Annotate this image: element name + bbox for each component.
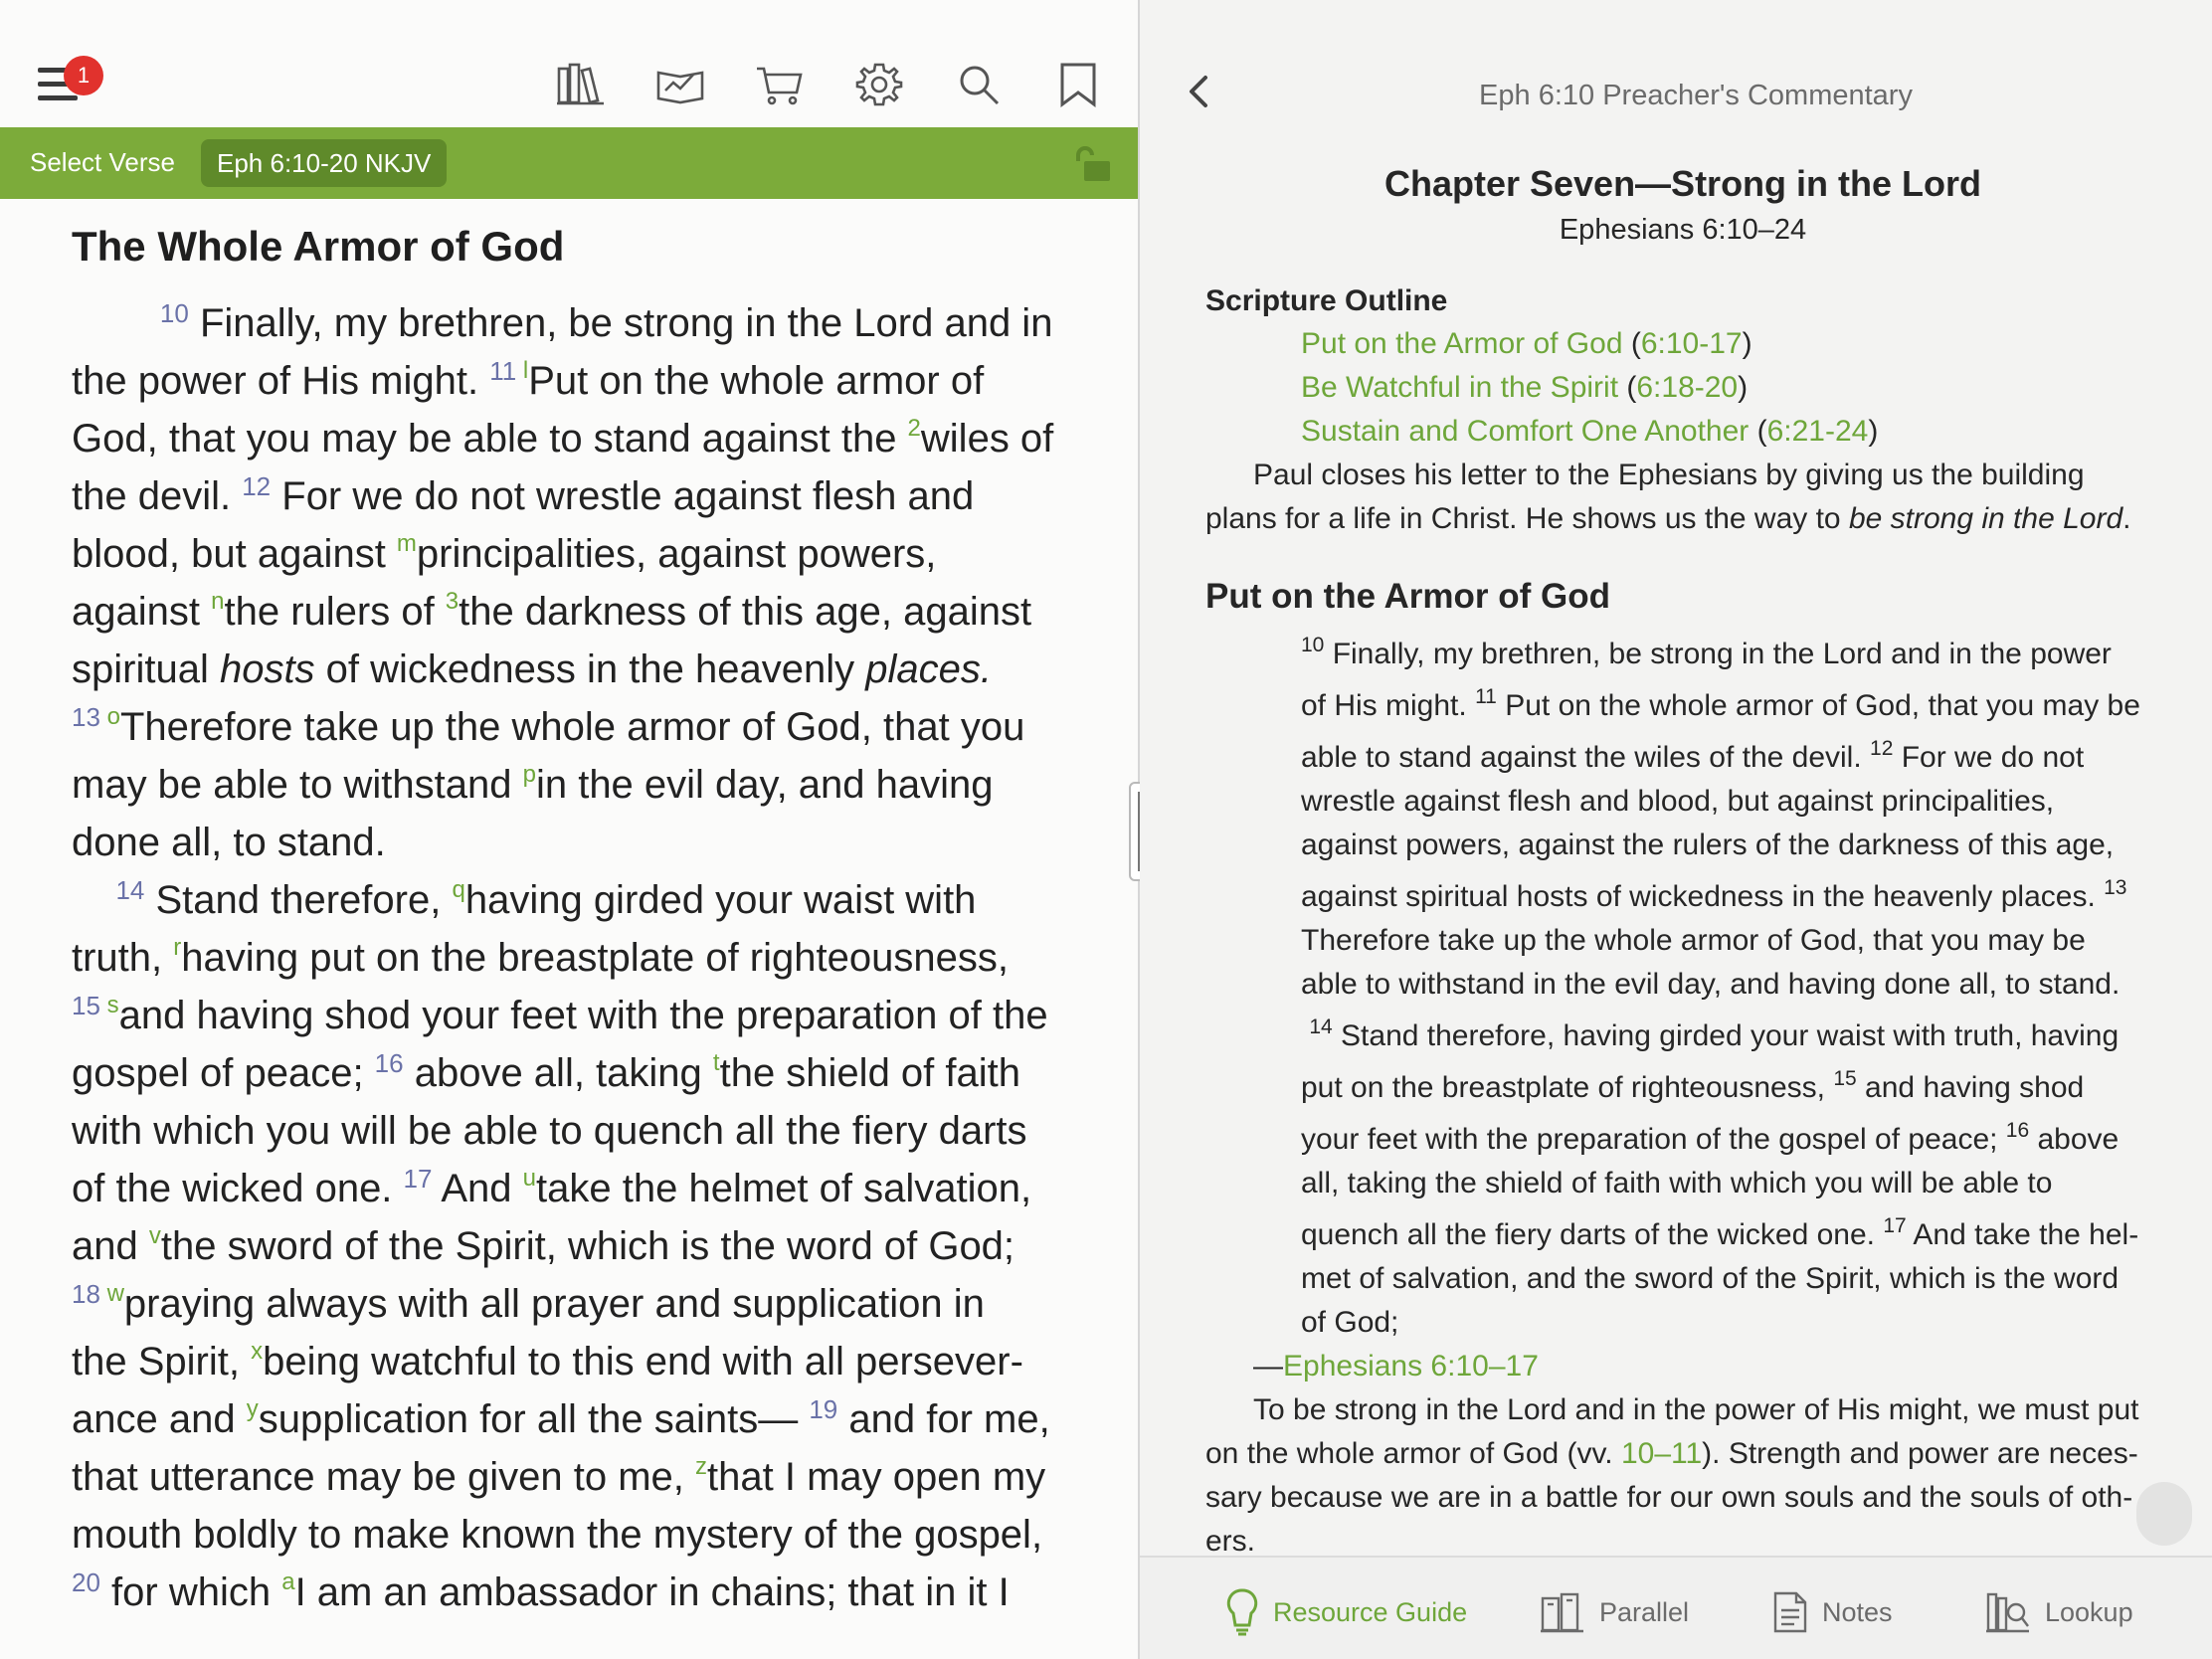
verse-text: Therefore take up the whole armor of God, that you <box>119 705 1025 749</box>
bible-line[interactable] <box>72 1044 1076 1102</box>
body-text-end: ). Strength and power are neces- <box>1702 1437 2138 1470</box>
outline-link[interactable]: Sustain and Comfort One Another <box>1301 415 1750 448</box>
quote-line <box>1301 1257 2160 1301</box>
verse-text: of wickedness in the heavenly <box>314 647 866 691</box>
tab-label: Parallel <box>1599 1596 1690 1627</box>
notes-icon <box>1772 1590 1808 1634</box>
verse-number: 17 <box>1883 1214 1907 1237</box>
verse-number: 20 <box>72 1567 100 1597</box>
verse-text: wrestle against flesh and blood, but against principalities, <box>1301 785 2055 818</box>
verse-text: principalities, against powers, <box>416 532 937 576</box>
paren: ) <box>1738 371 1749 404</box>
verse-text: Finally, my brethren, be strong in the Lord and in <box>188 301 1053 345</box>
quote-line <box>1301 1058 2160 1110</box>
verse-text: And <box>432 1167 523 1210</box>
section-heading: Put on the Armor of God <box>1205 577 1610 616</box>
footnote-marker[interactable]: 3 <box>445 588 460 615</box>
bible-line[interactable] <box>72 1160 1076 1217</box>
footnote-marker[interactable]: p <box>522 761 536 788</box>
quote-line <box>1301 728 2160 780</box>
commentary-pane <box>1140 0 2212 1659</box>
verse-text: Put on the whole armor of God, that you may be <box>1496 689 2140 722</box>
verse-text <box>72 301 160 345</box>
bible-text <box>72 219 1076 1621</box>
verse-text: that utterance may be given to me, <box>72 1455 696 1499</box>
tab-lookup[interactable] <box>1985 1587 2133 1637</box>
verse-text: take the helmet of salvation, <box>536 1167 1032 1210</box>
verse-number: 16 <box>374 1048 404 1078</box>
verse-text: your feet with the preparation of the gospel of peace; <box>1301 1123 2006 1156</box>
paren: ( <box>1749 415 1767 448</box>
verse-text: of God; <box>1301 1306 1399 1339</box>
parallel-icon <box>1540 1590 1585 1634</box>
footnote-marker[interactable]: r <box>173 934 182 961</box>
library-icon <box>556 63 606 106</box>
verse-text: able to withstand in the evil day, and having done all, to stand. <box>1301 968 2120 1001</box>
footnote-marker[interactable]: x <box>251 1338 264 1365</box>
verse-number: 18 <box>72 1279 100 1309</box>
body-line-3: sary because we are in a battle for our own souls and the souls of oth- <box>1205 1481 2133 1514</box>
bible-line[interactable] <box>72 352 1076 410</box>
footnote-marker[interactable]: w <box>99 1280 124 1307</box>
notification-badge: 1 <box>64 56 103 95</box>
verse-text: I am an ambassador in chains; that in it I <box>294 1570 1010 1614</box>
verse-text: with which you will be able to quench all the fiery darts <box>72 1109 1027 1153</box>
tab-label: Resource Guide <box>1273 1596 1468 1627</box>
bottom-tab-bar <box>1140 1556 2212 1659</box>
bible-line[interactable] <box>72 294 1076 352</box>
footnote-marker[interactable]: l <box>516 357 529 384</box>
select-verse-button[interactable]: Select Verse <box>30 147 175 177</box>
reference-bar <box>0 127 1138 199</box>
verse-text: above all, taking <box>403 1051 713 1095</box>
bible-line[interactable] <box>72 871 1076 929</box>
verse-text: for which <box>99 1570 282 1614</box>
verse-text: praying always with all prayer and supplication in <box>123 1282 985 1326</box>
intro-line-1: Paul closes his letter to the Ephesians by giving us the building <box>1253 459 2085 491</box>
paren: ( <box>1622 327 1641 360</box>
chapter-heading: Chapter Seven—Strong in the Lord <box>1383 163 1982 204</box>
commentary-header <box>1140 40 2212 159</box>
verse-text: the power of His might. <box>72 359 490 403</box>
verse-text: quench all the fiery darts of the wicked one. <box>1301 1218 1884 1251</box>
settings-button[interactable] <box>851 60 907 109</box>
footnote-marker[interactable]: z <box>695 1453 708 1480</box>
verse-text: Stand therefore, having girded your waist with truth, having <box>1332 1019 2120 1052</box>
reading-plan-button[interactable] <box>652 60 708 109</box>
quote-line <box>1301 676 2160 728</box>
verse-text: being watchful to this end with all persever- <box>263 1340 1023 1383</box>
verse-text: ance and <box>72 1397 247 1441</box>
body-line-2 <box>1205 1432 2160 1476</box>
attribution-dash: — <box>1253 1350 1283 1382</box>
paren: ) <box>1742 327 1752 360</box>
verse-text: And take the hel- <box>1906 1218 2139 1251</box>
verse-text: gospel of peace; <box>72 1051 375 1095</box>
verse-number: 11 <box>489 356 517 386</box>
verse-number: 19 <box>809 1394 838 1424</box>
settings-icon <box>855 61 903 108</box>
tab-label: Lookup <box>2045 1596 2133 1627</box>
verse-text: that I may open my <box>707 1455 1046 1499</box>
bible-line[interactable] <box>72 1390 1076 1448</box>
commentary-scroll[interactable] <box>1140 157 2212 1556</box>
verse-number: 10 <box>1301 634 1325 656</box>
footnote-marker[interactable]: m <box>396 530 417 557</box>
footnote-marker[interactable]: n <box>211 588 225 615</box>
quote-line <box>1301 1205 2160 1257</box>
bookmark-icon <box>1058 62 1098 107</box>
bible-line[interactable] <box>72 641 1076 698</box>
commentary-title: Eph 6:10 Preacher's Commentary <box>1479 80 1913 111</box>
quote-attribution <box>1205 1345 2160 1388</box>
verse-text: Therefore take up the whole armor of God, that you may be <box>1301 924 2086 957</box>
verse-text: may be able to withstand <box>72 763 523 807</box>
verse-text: of the wicked one. <box>72 1167 404 1210</box>
verse-text: Finally, my brethren, be strong in the Lord and in the power <box>1324 638 2112 670</box>
footnote-marker[interactable]: t <box>712 1049 720 1076</box>
outline-ref[interactable]: 6:18-20 <box>1636 371 1739 404</box>
verse-number: 14 <box>1309 1015 1333 1038</box>
search-button[interactable] <box>951 60 1007 109</box>
body-text: on the whole armor of God (vv. <box>1205 1437 1621 1470</box>
paren: ( <box>1618 371 1637 404</box>
scroll-indicator[interactable] <box>2136 1482 2192 1546</box>
outline-item[interactable] <box>1301 410 2160 454</box>
tab-label: Notes <box>1822 1596 1893 1627</box>
quote-line <box>1301 1162 2160 1205</box>
store-button[interactable] <box>752 60 808 109</box>
intro-line-2 <box>1205 497 2160 541</box>
verse-text: and <box>72 1224 149 1268</box>
verse-text: the Spirit, <box>72 1340 252 1383</box>
cart-icon <box>755 63 805 106</box>
bible-line[interactable] <box>72 467 1076 525</box>
lightbulb-icon <box>1225 1587 1259 1637</box>
verse-text: having girded your waist with <box>464 878 977 922</box>
verse-number: 13 <box>72 702 100 732</box>
lookup-icon <box>1985 1590 2031 1634</box>
verse-number: 13 <box>2104 876 2127 899</box>
scripture-outline <box>1205 322 2160 454</box>
bible-lines <box>72 294 1076 1621</box>
verse-text: against <box>72 590 212 634</box>
footnote-marker[interactable]: o <box>99 703 120 730</box>
bible-line[interactable] <box>72 410 1076 467</box>
outline-item[interactable] <box>1301 366 2160 410</box>
reference-button[interactable]: Eph 6:10-20 NKJV <box>201 139 447 187</box>
quote-line <box>1301 625 2160 676</box>
bible-line[interactable] <box>72 1217 1076 1275</box>
tab-notes[interactable] <box>1772 1587 1893 1637</box>
verse-number: 15 <box>72 991 100 1020</box>
scripture-quote <box>1205 625 2160 1345</box>
bookmark-button[interactable] <box>1050 60 1106 109</box>
quote-line <box>1301 867 2160 919</box>
intro-end: . <box>2122 502 2131 535</box>
verse-number: 11 <box>1475 685 1497 708</box>
bible-line[interactable] <box>72 814 1076 871</box>
verse-text: put on the breastplate of righteousness, <box>1301 1071 1834 1104</box>
bible-line[interactable] <box>72 1275 1076 1333</box>
footnote-marker[interactable]: q <box>452 876 465 903</box>
quote-line <box>1301 780 2160 824</box>
verse-text: having put on the breastplate of righteousness, <box>181 936 1009 980</box>
library-button[interactable] <box>553 60 609 109</box>
verse-text: the sword of the Spirit, which is the word of God; <box>160 1224 1015 1268</box>
outline-ref[interactable]: 6:10-17 <box>1640 327 1743 360</box>
footnote-marker[interactable]: v <box>148 1222 161 1249</box>
outline-ref[interactable]: 6:21-24 <box>1766 415 1869 448</box>
quote-line <box>1301 1007 2160 1058</box>
unlock-icon[interactable] <box>1066 145 1116 185</box>
tab-resource-guide[interactable] <box>1225 1587 1467 1637</box>
scripture-outline-heading: Scripture Outline <box>1205 284 1448 317</box>
verse-text: the shield of faith <box>719 1051 1020 1095</box>
bible-line[interactable] <box>72 1506 1076 1564</box>
verse-text: truth, <box>72 936 174 980</box>
paren: ) <box>1868 415 1879 448</box>
verse-text: all, taking the shield of faith with which you will be able to <box>1301 1167 2053 1199</box>
verse-text: For we do not <box>1893 741 2085 774</box>
menu-button[interactable] <box>34 60 90 109</box>
verse-text: For we do not wrestle against flesh and <box>271 474 975 518</box>
quote-line <box>1301 1110 2160 1162</box>
outline-item[interactable] <box>1301 322 2160 366</box>
verse-number: 14 <box>115 875 145 905</box>
verse-text: and having shod your feet with the preparation of the <box>118 994 1048 1037</box>
bible-line[interactable] <box>72 525 1076 583</box>
verse-text: of His might. <box>1301 689 1476 722</box>
verse-number: 12 <box>1870 737 1894 760</box>
verse-text: able to stand against the wiles of the devil. <box>1301 741 1871 774</box>
verse-link[interactable]: 10–11 <box>1620 1437 1703 1470</box>
verse-text <box>72 878 115 922</box>
verse-number: 17 <box>403 1164 433 1194</box>
reading-plan-icon <box>655 63 705 106</box>
passage-heading: The Whole Armor of God <box>72 223 565 270</box>
verse-text: the devil. <box>72 474 243 518</box>
verse-text: the rulers of <box>224 590 446 634</box>
verse-text: against spiritual hosts of wickedness in the heavenly places. <box>1301 880 2105 913</box>
footnote-marker[interactable]: a <box>281 1568 295 1595</box>
bible-line[interactable] <box>72 1448 1076 1506</box>
quote-line <box>1301 919 2160 963</box>
footnote-marker[interactable]: y <box>246 1395 259 1422</box>
italic-text: hosts <box>219 647 315 691</box>
verse-text: Stand therefore, <box>144 878 453 922</box>
verse-number: 16 <box>2005 1119 2030 1142</box>
verse-text: God, that you may be able to stand against the <box>72 417 908 461</box>
verse-text: in the evil day, and having <box>535 763 994 807</box>
verse-number: 12 <box>242 471 272 501</box>
bible-line[interactable] <box>72 756 1076 814</box>
verse-text: met of salvation, and the sword of the Spirit, which is the word <box>1301 1262 2120 1295</box>
body-line-1: To be strong in the Lord and in the power of His might, we must put <box>1253 1393 2139 1426</box>
verse-text: supplication for all the saints— <box>258 1397 810 1441</box>
commentary-content <box>1205 157 2160 1556</box>
intro-text: plans for a life in Christ. He shows us the way to <box>1205 502 1849 535</box>
bible-line[interactable] <box>72 987 1076 1044</box>
verse-text: done all, to stand. <box>72 821 386 864</box>
chapter-reference: Ephesians 6:10–24 <box>1559 214 1807 246</box>
outline-link[interactable]: Be Watchful in the Spirit <box>1301 371 1619 404</box>
verse-text: wiles of <box>920 417 1054 461</box>
verse-text: blood, but against <box>72 532 397 576</box>
verse-text: mouth boldly to make known the mystery of the gospel, <box>72 1513 1043 1557</box>
footnote-marker[interactable]: 2 <box>907 415 921 442</box>
verse-number: 10 <box>159 298 189 328</box>
quote-line <box>1301 824 2160 867</box>
quote-line <box>1301 1301 2160 1345</box>
verse-text: and having shod <box>1856 1071 2085 1104</box>
bible-line[interactable] <box>72 1102 1076 1160</box>
verse-text: and for me, <box>837 1397 1050 1441</box>
bible-line[interactable] <box>72 929 1076 987</box>
bible-line[interactable] <box>72 698 1076 756</box>
verse-number: 15 <box>1833 1067 1857 1090</box>
footnote-marker[interactable]: s <box>99 992 119 1018</box>
search-icon <box>957 63 1001 106</box>
bible-line[interactable] <box>72 1333 1076 1390</box>
verse-text: spiritual <box>72 647 220 691</box>
verse-text: the darkness of this age, against <box>459 590 1032 634</box>
italic-text: places. <box>865 647 992 691</box>
body-line-4: ers. <box>1205 1525 1256 1556</box>
verse-text: against powers, against the rulers of the darkness of this age, <box>1301 829 2115 861</box>
attribution-link[interactable]: Ephesians 6:10–17 <box>1283 1350 1539 1382</box>
outline-link[interactable]: Put on the Armor of God <box>1301 327 1623 360</box>
verse-text: above <box>2029 1123 2120 1156</box>
tab-parallel[interactable] <box>1540 1587 1689 1637</box>
main-toolbar <box>0 40 1138 127</box>
intro-italic: be strong in the Lord <box>1848 502 2123 535</box>
footnote-marker[interactable]: u <box>522 1165 537 1192</box>
bible-line[interactable] <box>72 1564 1076 1621</box>
quote-line <box>1301 963 2160 1007</box>
verse-text: Put on the whole armor of <box>528 359 985 403</box>
bible-line[interactable] <box>72 583 1076 641</box>
